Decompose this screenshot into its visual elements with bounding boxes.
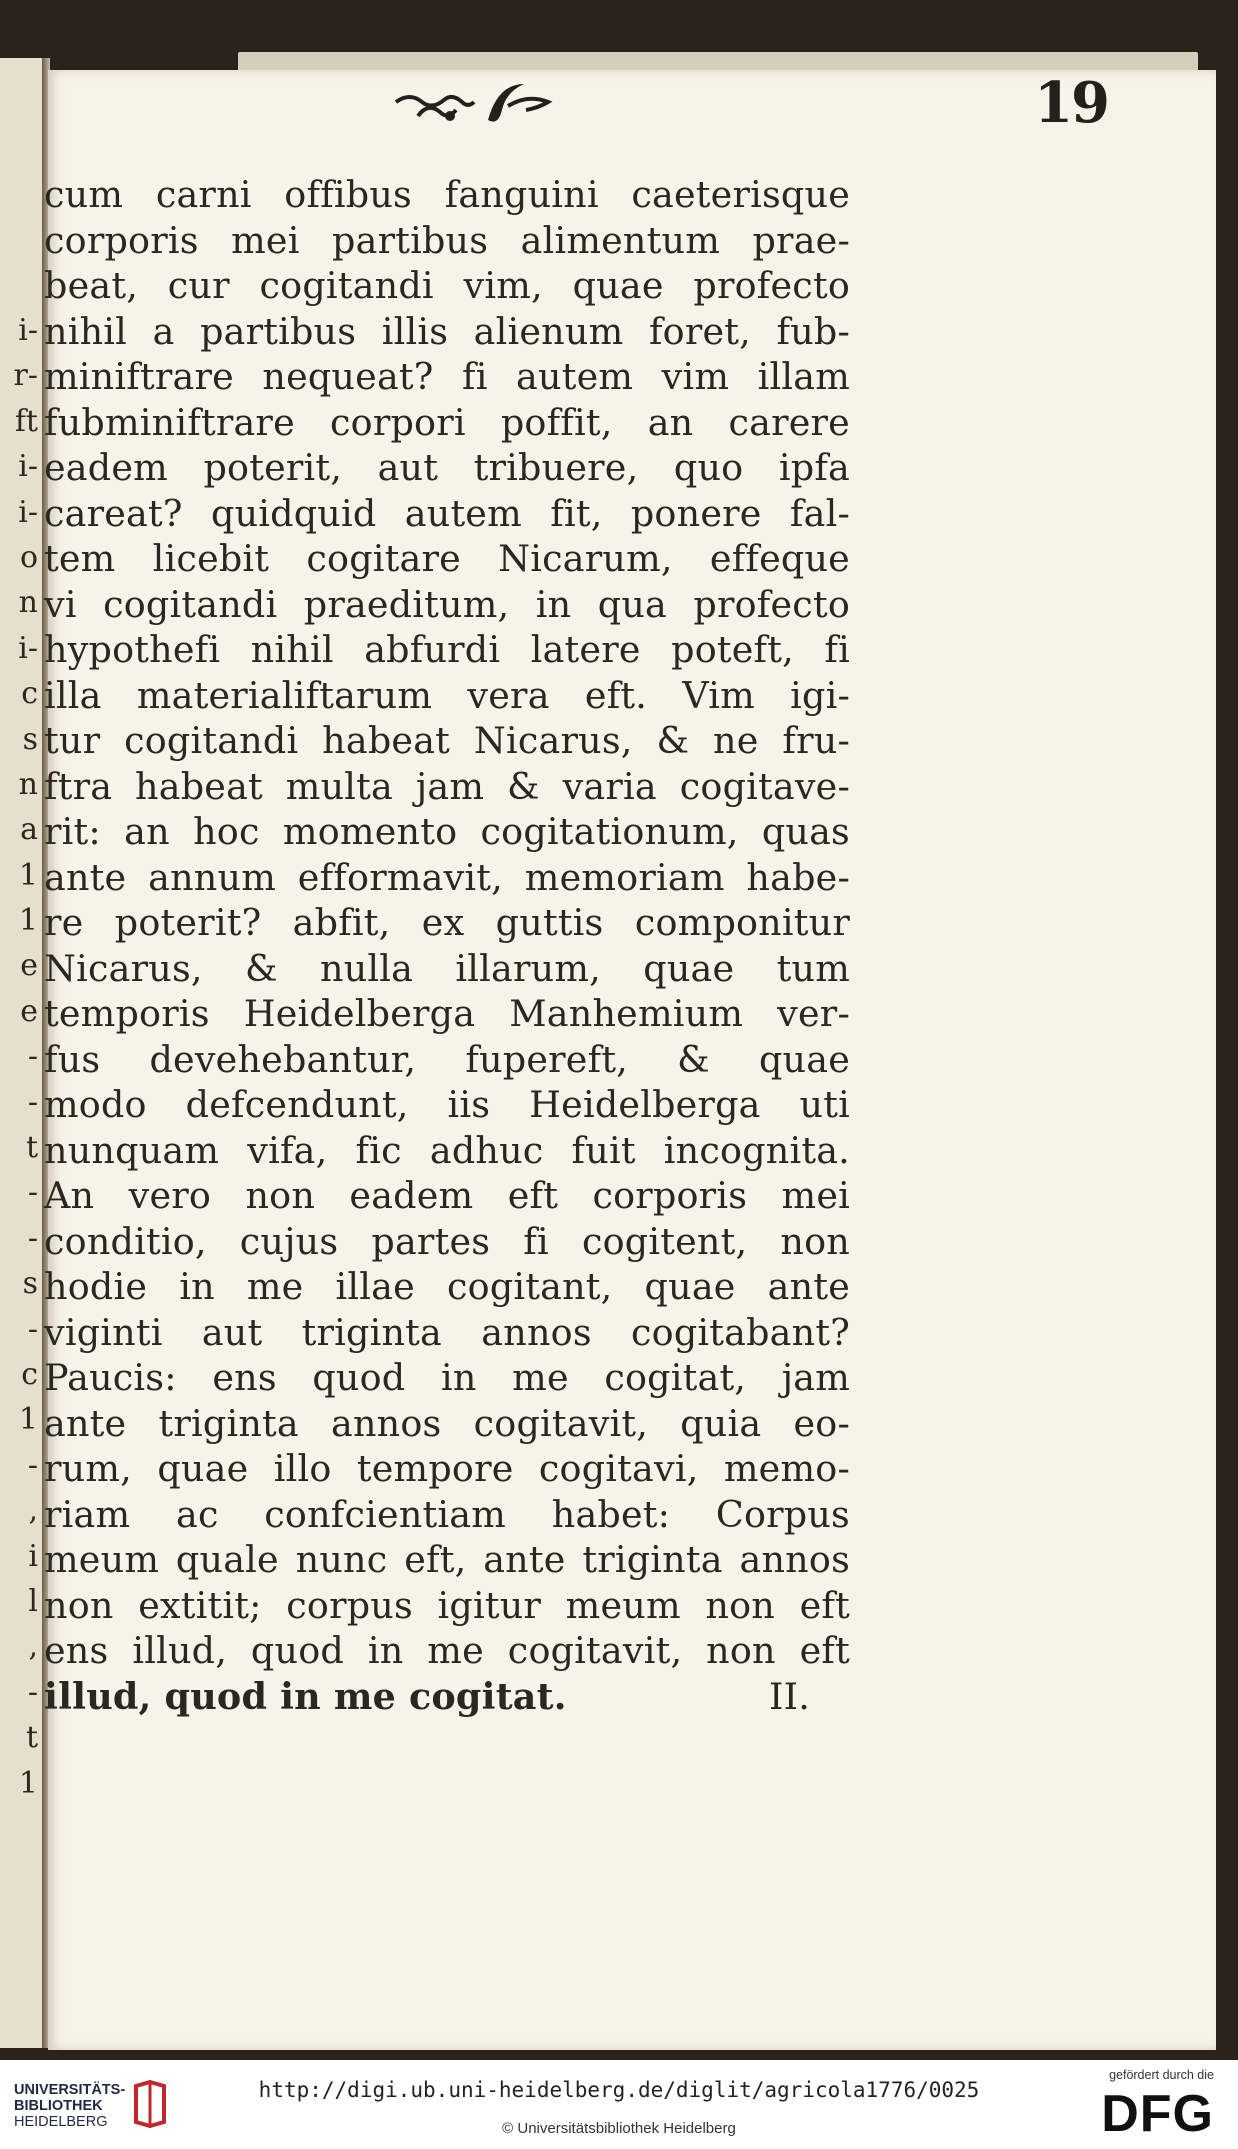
text-line: rum, quae illo tempore cogitavi, memo-: [44, 1447, 850, 1490]
left-page-fragment: 1: [18, 857, 38, 893]
text-line: ens illud, quod in me cogitavit, non eft: [44, 1629, 850, 1672]
text-line: ftra habeat multa jam & varia cogitave-: [44, 764, 850, 808]
left-page-fragment: o: [19, 539, 38, 575]
text-line: beat, cur cogitandi vim, quae profecto: [44, 264, 850, 307]
left-page-fragment: -: [27, 1311, 38, 1347]
text-line: modo defcendunt, iis Heidelberga uti: [44, 1083, 850, 1126]
left-page-edge: [0, 58, 44, 2048]
last-line-text: illud, quod in me cogitat.: [44, 1674, 567, 1718]
permalink-url[interactable]: http://digi.ub.uni-heidelberg.de/diglit/agricola1776/0025: [258, 2078, 980, 2102]
text-line: tem licebit cogitare Nicarum, effeque: [44, 537, 850, 580]
left-page-fragment: -: [27, 1039, 38, 1075]
left-page-fragment: n: [18, 766, 38, 802]
text-line: corporis mei partibus alimentum prae-: [44, 218, 850, 262]
left-page-fragment: ,: [28, 1629, 38, 1665]
text-line: temporis Heidelberga Manhemium ver-: [44, 992, 850, 1035]
left-page-fragment: i-: [18, 630, 38, 666]
fleuron-ornament-icon: [388, 76, 558, 140]
text-line-last: [44, 1674, 850, 1720]
text-line: re poterit? abfit, ex guttis componitur: [44, 901, 850, 944]
text-line: careat? quidquid autem fit, ponere fal-: [44, 491, 850, 535]
copyright-notice: © Universitätsbibliothek Heidelberg: [502, 2120, 736, 2137]
left-page-fragments: [0, 308, 42, 1838]
left-page-fragment: n: [18, 585, 38, 621]
text-line: riam ac confcientiam habet: Corpus: [44, 1492, 850, 1536]
left-page-fragment: ft: [14, 403, 38, 439]
text-line: fus devehebantur, fupereft, & quae: [44, 1037, 850, 1081]
left-page-fragment: s: [22, 721, 38, 757]
text-line: Paucis: ens quod in me cogitat, jam: [44, 1356, 850, 1399]
text-line: Nicarus, & nulla illarum, quae tum: [44, 946, 850, 990]
left-page-fragment: 1: [18, 1765, 38, 1801]
left-page-fragment: l: [28, 1583, 38, 1619]
text-line: hodie in me illae cogitant, quae ante: [44, 1265, 850, 1308]
text-line: non extitit; corpus igitur meum non eft: [44, 1583, 850, 1627]
left-page-fragment: ,: [28, 1493, 38, 1529]
text-line: ante annum efformavit, memoriam habe-: [44, 855, 850, 899]
left-page-fragment: -: [27, 1447, 38, 1483]
page-number: 19: [1034, 70, 1108, 136]
text-line: fubminiftrare corpori poffit, an carere: [44, 400, 850, 444]
page-header: [388, 70, 1108, 156]
left-page-fragment: i: [28, 1538, 38, 1574]
text-line: vi cogitandi praeditum, in qua profecto: [44, 582, 850, 626]
left-page-fragment: 1: [18, 903, 38, 939]
left-page-fragment: a: [20, 812, 38, 848]
text-line: nunquam vifa, fic adhuc fuit incognita.: [44, 1128, 850, 1172]
text-line: tur cogitandi habeat Nicarus, & ne fru-: [44, 719, 850, 762]
left-page-fragment: -: [27, 1674, 38, 1710]
left-page-fragment: i-: [18, 313, 38, 348]
text-line: rit: an hoc momento cogitationum, quas: [44, 810, 850, 853]
left-page-fragment: e: [20, 948, 38, 984]
left-page-fragment: -: [27, 1220, 38, 1256]
left-page-fragment: -: [27, 1175, 38, 1211]
left-page-fragment: t: [25, 1130, 38, 1166]
library-name-line2: BIBLIOTHEK: [14, 2098, 103, 2114]
text-line: hypothefi nihil abfurdi latere poteft, fi: [44, 628, 850, 671]
funding-note: gefördert durch die: [1109, 2068, 1214, 2082]
text-line: meum quale nunc eft, ante triginta annos: [44, 1538, 850, 1581]
left-page-fragment: c: [21, 676, 38, 712]
text-line: viginti aut triginta annos cogitabant?: [44, 1310, 850, 1354]
left-page-fragment: t: [25, 1720, 38, 1756]
dfg-logo[interactable]: DFG: [1101, 2085, 1214, 2143]
left-page-fragment: c: [21, 1356, 38, 1392]
text-line: An vero non eadem eft corporis mei: [44, 1174, 850, 1217]
text-line: illa materialiftarum vera eft. Vim igi-: [44, 673, 850, 717]
text-line: miniftrare nequeat? fi autem vim illam: [44, 355, 850, 398]
library-name-line1: UNIVERSITÄTS-: [14, 2082, 126, 2098]
text-line: nihil a partibus illis alienum foret, fub-: [44, 309, 850, 353]
text-line: conditio, cujus partes fi cogitent, non: [44, 1219, 850, 1263]
left-page-fragment: i-: [18, 494, 38, 530]
text-line: cum carni offibus fanguini caeterisque: [44, 173, 850, 216]
left-page-fragment: -: [27, 1084, 38, 1120]
body-text: [44, 172, 850, 1719]
text-line: ante triginta annos cogitavit, quia eo-: [44, 1401, 850, 1445]
left-page-fragment: 1: [18, 1402, 38, 1438]
catchword: II.: [768, 1674, 810, 1718]
left-page-fragment: e: [20, 993, 38, 1029]
left-page-fragment: i-: [18, 449, 38, 485]
digitization-footer: [0, 2060, 1238, 2149]
text-line: eadem poterit, aut tribuere, quo ipfa: [44, 446, 850, 489]
left-page-fragment: r-: [13, 358, 38, 394]
library-name-line3: HEIDELBERG: [14, 2114, 108, 2130]
left-page-fragment: s: [22, 1266, 38, 1302]
